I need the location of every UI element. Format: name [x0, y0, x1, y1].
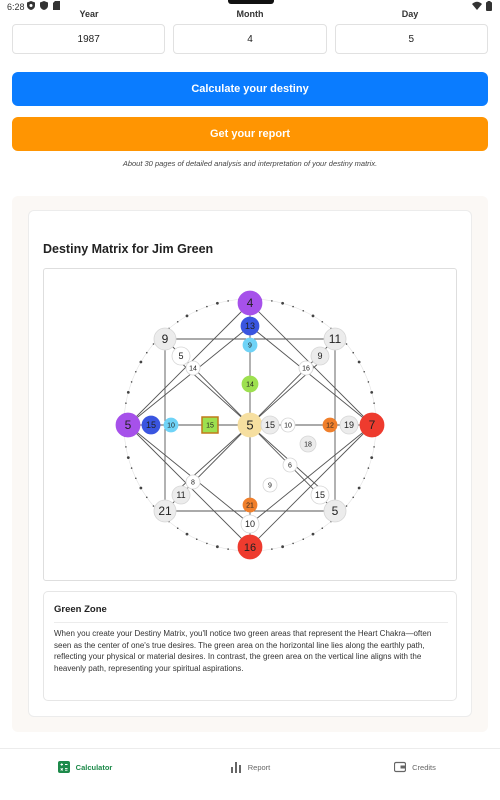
matrix-node-tr-small: [299, 361, 313, 375]
matrix-node-center-r1: [261, 416, 279, 434]
age-tick: [127, 456, 130, 459]
matrix-node-left: [116, 413, 140, 437]
age-tick: [312, 314, 315, 317]
calculator-icon: [58, 761, 70, 773]
age-tick: [370, 391, 373, 394]
matrix-node-value: 13: [244, 321, 256, 332]
nav-report-label: Report: [247, 762, 271, 772]
matrix-node-tr-outer: [324, 328, 346, 350]
month-label: Month: [236, 9, 264, 19]
age-tick: [153, 505, 155, 507]
matrix-node-tl-small: [186, 361, 200, 375]
nav-credits-label: Credits: [412, 762, 436, 772]
age-tick: [227, 300, 229, 302]
nav-calculator[interactable]: [40, 749, 130, 785]
matrix-node-br-mid1: [263, 478, 277, 492]
matrix-node-bottom-inner: [241, 515, 259, 533]
matrix-node-top-small: [243, 338, 257, 352]
status-time: 6:28: [7, 2, 25, 12]
matrix-node-top: [238, 291, 262, 315]
matrix-node-value: 9: [268, 482, 272, 490]
matrix-node-value: 5: [178, 351, 184, 362]
matrix-node-tr-inner: [311, 347, 329, 365]
age-tick: [135, 477, 137, 479]
matrix-node-left-inner: [142, 416, 160, 434]
matrix-node-value: 11: [328, 332, 342, 347]
matrix-node-right-inner: [340, 416, 358, 434]
age-tick: [363, 371, 365, 373]
inner-line: [128, 425, 250, 524]
matrix-node-value: 14: [189, 365, 197, 373]
age-tick: [370, 456, 373, 459]
age-tick: [206, 306, 208, 308]
age-tick: [139, 487, 142, 490]
age-tick: [127, 391, 130, 394]
matrix-node-center: [238, 413, 262, 437]
age-tick: [125, 402, 127, 404]
calculate-destiny-button[interactable]: Calculate your destiny: [12, 72, 488, 106]
matrix-node-value: 16: [302, 365, 310, 373]
age-tick: [131, 467, 133, 469]
destiny-matrix-diagram: [44, 269, 457, 581]
matrix-node-value: 19: [343, 420, 355, 431]
age-tick: [321, 527, 323, 529]
green-zone-card: [43, 591, 457, 701]
matrix-node-center-upper: [242, 376, 258, 392]
green-zone-divider: [54, 622, 448, 623]
camera-notch: [228, 0, 274, 4]
age-tick: [281, 545, 284, 548]
inner-line: [250, 326, 372, 425]
matrix-node-left-square: [202, 417, 218, 433]
age-tick: [196, 538, 198, 540]
date-field-labels: [0, 9, 500, 21]
age-tick: [131, 381, 133, 383]
get-report-button[interactable]: Get your report: [12, 117, 488, 151]
age-tick: [368, 381, 370, 383]
age-tick: [135, 371, 137, 373]
matrix-node-value: 6: [288, 462, 292, 470]
matrix-node-value: 18: [304, 441, 312, 449]
matrix-node-value: 14: [246, 381, 254, 389]
matrix-node-value: 21: [158, 504, 172, 519]
matrix-node-tl-outer: [154, 328, 176, 350]
green-zone-text: When you create your Destiny Matrix, you'll notice two green areas that represent the Heart Chakra—often seen as the center of one's true desires. The green area on the horizontal line lies along the earthly path, reflecting your physical or material desires. In contrast, the green area on the vertical line aligns with the heavenly path, representing your spiritual aspirations.: [54, 629, 432, 673]
age-tick: [292, 306, 294, 308]
age-tick: [363, 477, 365, 479]
age-tick: [177, 321, 179, 323]
matrix-node-value: 9: [317, 351, 323, 362]
age-tick: [321, 321, 323, 323]
report-description: About 30 pages of detailed analysis and interpretation of your destiny matrix.: [122, 159, 378, 168]
age-tick: [368, 467, 370, 469]
destiny-matrix-chart: [43, 268, 457, 581]
matrix-node-value: 21: [246, 502, 254, 510]
age-tick: [352, 352, 354, 354]
age-tick: [292, 543, 294, 545]
age-tick: [139, 361, 142, 364]
age-tick: [206, 543, 208, 545]
year-input[interactable]: [12, 24, 165, 54]
matrix-node-value: 10: [244, 519, 256, 530]
age-tick: [146, 352, 148, 354]
matrix-node-value: 5: [331, 504, 339, 519]
matrix-node-bl-small: [186, 475, 200, 489]
nav-credits[interactable]: [370, 749, 460, 785]
age-tick: [358, 487, 361, 490]
matrix-node-bl-outer: [154, 500, 176, 522]
matrix-node-value: 10: [284, 422, 292, 430]
matrix-node-left-small: [164, 418, 178, 432]
matrix-node-value: 16: [243, 541, 257, 554]
matrix-node-value: 15: [314, 490, 326, 501]
green-zone-title: Green Zone: [54, 604, 107, 615]
age-tick: [271, 548, 273, 550]
age-tick: [216, 545, 219, 548]
matrix-node-value: 5: [246, 417, 254, 433]
day-label: Day: [401, 9, 419, 19]
bar-chart-icon: [230, 761, 242, 773]
age-tick: [373, 402, 375, 404]
bottom-navigation: [0, 748, 500, 800]
matrix-node-value: 12: [326, 422, 334, 430]
matrix-node-value: 15: [145, 420, 157, 431]
matrix-node-bottom: [238, 535, 262, 559]
matrix-node-br-outer: [324, 500, 346, 522]
matrix-node-value: 4: [246, 296, 254, 311]
matrix-node-value: 15: [206, 422, 214, 430]
age-tick: [186, 314, 189, 317]
age-tick: [281, 302, 284, 305]
matrix-title: Destiny Matrix for Jim Green: [43, 242, 214, 256]
matrix-node-right: [360, 413, 384, 437]
age-tick: [302, 310, 304, 312]
nav-report[interactable]: [205, 749, 295, 785]
age-tick: [146, 496, 148, 498]
matrix-node-center-r2: [281, 418, 295, 432]
age-tick: [186, 533, 189, 536]
matrix-node-value: 5: [124, 418, 132, 433]
age-tick: [216, 302, 219, 305]
age-tick: [196, 310, 198, 312]
matrix-node-br-inner: [311, 486, 329, 504]
age-tick: [358, 361, 361, 364]
matrix-node-bl-inner: [172, 486, 190, 504]
matrix-node-tl-inner: [172, 347, 190, 365]
matrix-node-value: 15: [264, 420, 276, 431]
age-tick: [177, 527, 179, 529]
inner-line: [128, 326, 250, 425]
matrix-node-value: 8: [191, 479, 195, 487]
matrix-node-right-mid: [300, 436, 316, 452]
age-tick: [302, 538, 304, 540]
age-tick: [352, 496, 354, 498]
age-tick: [153, 343, 155, 345]
age-tick: [271, 300, 273, 302]
age-tick: [346, 343, 348, 345]
date-inputs: [12, 24, 488, 54]
year-label: Year: [79, 9, 99, 19]
matrix-node-value: 9: [248, 342, 252, 350]
matrix-node-top-inner: [241, 317, 259, 335]
age-tick: [312, 533, 315, 536]
matrix-node-value: 10: [167, 422, 175, 430]
age-tick: [227, 548, 229, 550]
matrix-node-br-mid2: [283, 458, 297, 472]
age-tick: [346, 505, 348, 507]
age-tick: [373, 446, 375, 448]
month-input[interactable]: [173, 24, 326, 54]
day-input[interactable]: [335, 24, 488, 54]
age-tick: [125, 446, 127, 448]
matrix-node-value: 11: [176, 490, 186, 501]
wallet-icon: [394, 761, 406, 773]
matrix-node-bottom-small: [243, 498, 257, 512]
matrix-node-right-small: [323, 418, 337, 432]
nav-calculator-label: Calculator: [75, 762, 113, 772]
matrix-node-value: 7: [368, 418, 376, 433]
matrix-node-value: 9: [161, 332, 169, 347]
